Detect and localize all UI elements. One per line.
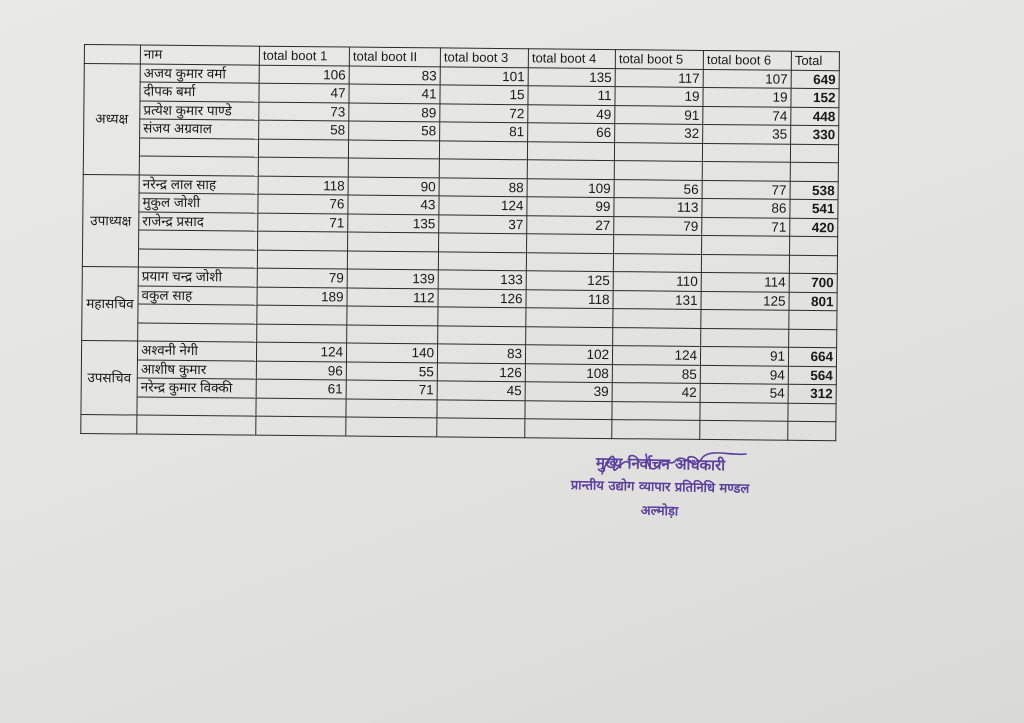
candidate-name xyxy=(139,156,258,176)
boot3-count xyxy=(438,307,526,326)
boot6-count xyxy=(701,328,789,347)
boot1-count xyxy=(257,250,347,269)
boot3-count xyxy=(438,325,526,344)
candidate-name: प्रत्येश कुमार पाण्डे xyxy=(140,101,259,121)
total-count: 312 xyxy=(788,384,836,403)
boot5-count xyxy=(613,253,701,272)
boot5-count: 113 xyxy=(614,198,702,217)
candidate-name: अजय कुमार वर्मा xyxy=(140,64,259,84)
boot2-count xyxy=(348,140,439,159)
boot3-count: 88 xyxy=(439,177,527,196)
boot6-count: 74 xyxy=(703,106,791,125)
post-label: अध्यक्ष xyxy=(83,63,140,175)
boot3-count xyxy=(438,251,526,270)
boot5-count: 32 xyxy=(615,124,703,143)
boot2-count: 55 xyxy=(346,362,437,381)
stamp-organization: प्रान्तीय उद्योग व्यापार प्रतिनिधि मण्डल xyxy=(570,478,750,497)
total-count: 152 xyxy=(791,88,839,107)
boot6-count: 19 xyxy=(703,87,791,106)
total-count: 330 xyxy=(791,125,839,144)
post-header-cell xyxy=(84,45,140,64)
boot1-count: 76 xyxy=(258,194,348,213)
boot1-count: 118 xyxy=(258,176,348,195)
total-count xyxy=(790,162,838,181)
boot4-count: 118 xyxy=(526,289,613,308)
total-count: 700 xyxy=(789,273,837,292)
boot1-count: 124 xyxy=(256,342,346,361)
boot5-count: 91 xyxy=(615,105,703,124)
boot3-count xyxy=(437,418,525,437)
boot2-count xyxy=(346,399,437,418)
boot4-header: total boot 4 xyxy=(528,49,615,68)
boot5-count xyxy=(613,309,701,328)
boot4-count xyxy=(525,400,612,419)
boot1-count: 61 xyxy=(256,379,346,398)
boot2-count xyxy=(347,251,438,270)
boot2-count: 139 xyxy=(347,269,438,288)
boot2-count: 71 xyxy=(346,380,437,399)
candidate-name xyxy=(139,138,258,158)
boot6-count xyxy=(702,143,790,162)
total-count xyxy=(789,255,837,274)
boot6-count xyxy=(702,235,790,254)
boot4-count: 11 xyxy=(528,86,615,105)
candidate-name: मुकुल जोशी xyxy=(139,193,258,213)
boot5-count xyxy=(614,235,702,254)
boot1-count: 96 xyxy=(256,361,346,380)
candidate-name xyxy=(138,323,257,343)
total-header: Total xyxy=(791,51,839,70)
boot4-count xyxy=(527,160,614,179)
boot1-count xyxy=(257,324,347,343)
boot3-count: 101 xyxy=(440,66,528,85)
boot6-count: 71 xyxy=(702,217,790,236)
boot3-count xyxy=(439,140,527,159)
candidate-name xyxy=(138,304,257,324)
boot1-count xyxy=(258,157,348,176)
boot4-count: 27 xyxy=(527,215,614,234)
boot3-count: 72 xyxy=(440,103,528,122)
boot2-count xyxy=(347,306,438,325)
boot6-count: 35 xyxy=(703,124,791,143)
boot4-count xyxy=(525,419,612,438)
candidate-name xyxy=(138,249,257,269)
boot5-count: 19 xyxy=(615,87,703,106)
boot3-count: 83 xyxy=(437,344,525,363)
boot1-count xyxy=(256,416,346,435)
boot6-count xyxy=(701,309,789,328)
boot6-count: 86 xyxy=(702,198,790,217)
boot6-count: 91 xyxy=(700,346,788,365)
boot2-count: 58 xyxy=(349,121,440,140)
candidate-name xyxy=(139,230,258,250)
boot2-count: 90 xyxy=(348,177,439,196)
boot3-count: 124 xyxy=(439,196,527,215)
boot5-count: 110 xyxy=(613,272,701,291)
vote-count-table xyxy=(80,44,840,441)
boot1-count xyxy=(258,231,348,250)
boot2-count xyxy=(346,417,437,436)
boot6-header: total boot 6 xyxy=(703,50,791,69)
candidate-name: संजय अग्रवाल xyxy=(140,119,259,139)
boot3-count: 81 xyxy=(440,122,528,141)
boot1-count: 73 xyxy=(259,102,349,121)
boot1-count xyxy=(258,139,348,158)
boot6-count: 125 xyxy=(701,291,789,310)
total-count: 664 xyxy=(788,347,836,366)
boot3-header: total boot 3 xyxy=(440,48,528,67)
boot6-count xyxy=(700,420,788,439)
boot2-count: 135 xyxy=(348,214,439,233)
boot6-count xyxy=(701,254,789,273)
boot4-count: 49 xyxy=(528,104,615,123)
boot5-count xyxy=(613,327,701,346)
total-count xyxy=(788,403,836,422)
table-body xyxy=(81,63,840,440)
boot4-count: 99 xyxy=(527,197,614,216)
total-count xyxy=(790,236,838,255)
boot1-count xyxy=(256,398,346,417)
boot6-count xyxy=(700,402,788,421)
candidate-name: वकुल साह xyxy=(138,286,257,306)
candidate-name xyxy=(137,397,256,417)
boot2-count xyxy=(348,232,439,251)
candidate-name: आशीष कुमार xyxy=(137,360,256,380)
candidate-name: अश्वनी नेगी xyxy=(137,341,256,361)
boot6-count: 94 xyxy=(700,365,788,384)
boot4-count: 135 xyxy=(528,67,615,86)
stamp-title: मुख्य निर्वाचन अधिकारी xyxy=(595,453,726,475)
boot5-count xyxy=(614,142,702,161)
boot5-count xyxy=(614,161,702,180)
total-count xyxy=(790,144,838,163)
boot5-header: total boot 5 xyxy=(615,50,703,69)
boot2-count: 89 xyxy=(349,103,440,122)
boot3-count xyxy=(439,159,527,178)
boot2-count xyxy=(347,325,438,344)
boot5-count: 117 xyxy=(615,68,703,87)
boot3-count xyxy=(437,399,525,418)
boot3-count: 15 xyxy=(440,85,528,104)
total-count: 801 xyxy=(789,292,837,311)
candidate-name xyxy=(137,415,256,435)
total-count: 448 xyxy=(791,107,839,126)
candidate-name: नरेन्द्र लाल साह xyxy=(139,175,258,195)
boot3-count xyxy=(439,233,527,252)
boot2-count: 83 xyxy=(349,66,440,85)
boot6-count: 54 xyxy=(700,383,788,402)
boot2-count: 41 xyxy=(349,84,440,103)
total-count xyxy=(789,329,837,348)
boot4-count xyxy=(527,234,614,253)
boot4-count xyxy=(526,326,613,345)
total-count: 649 xyxy=(791,70,839,89)
boot2-count: 43 xyxy=(348,195,439,214)
boot5-count xyxy=(612,401,700,420)
total-count xyxy=(788,421,836,440)
boot5-count: 42 xyxy=(612,383,700,402)
total-count: 564 xyxy=(788,366,836,385)
boot2-header: total boot II xyxy=(349,47,440,66)
name-header: नाम xyxy=(140,45,259,65)
boot1-count: 106 xyxy=(259,65,349,84)
boot1-count xyxy=(257,305,347,324)
post-label: उपाध्यक्ष xyxy=(82,174,139,267)
post-label: महासचिव xyxy=(82,266,139,341)
boot1-count: 79 xyxy=(257,268,347,287)
boot5-count: 124 xyxy=(612,346,700,365)
total-count: 541 xyxy=(790,199,838,218)
total-count xyxy=(789,310,837,329)
boot4-count: 66 xyxy=(528,123,615,142)
boot1-count: 71 xyxy=(258,213,348,232)
post-label: उपसचिव xyxy=(81,340,138,415)
boot4-count: 39 xyxy=(525,382,612,401)
boot2-count: 112 xyxy=(347,288,438,307)
boot6-count xyxy=(702,161,790,180)
results-sheet xyxy=(80,44,840,441)
boot4-count xyxy=(526,308,613,327)
boot5-count: 79 xyxy=(614,216,702,235)
boot4-count: 125 xyxy=(526,271,613,290)
boot1-count: 47 xyxy=(259,83,349,102)
boot3-count: 45 xyxy=(437,381,525,400)
boot3-count: 133 xyxy=(438,270,526,289)
boot4-count: 109 xyxy=(527,178,614,197)
boot5-count: 56 xyxy=(614,179,702,198)
boot2-count xyxy=(348,158,439,177)
boot4-count: 108 xyxy=(525,363,612,382)
boot5-count xyxy=(612,420,700,439)
boot6-count: 77 xyxy=(702,180,790,199)
candidate-name: प्रयाग चन्द्र जोशी xyxy=(138,267,257,287)
boot6-count: 114 xyxy=(701,272,789,291)
boot4-count: 102 xyxy=(525,345,612,364)
boot5-count: 131 xyxy=(613,290,701,309)
official-stamp xyxy=(544,450,775,527)
candidate-name: दीपक बर्मा xyxy=(140,82,259,102)
boot6-count: 107 xyxy=(703,69,791,88)
candidate-name: नरेन्द्र कुमार विक्की xyxy=(137,378,256,398)
stamp-place: अल्मोड़ा xyxy=(640,503,679,520)
boot1-count: 189 xyxy=(257,287,347,306)
boot4-count xyxy=(527,141,614,160)
total-count: 420 xyxy=(790,218,838,237)
boot1-count: 58 xyxy=(259,120,349,139)
boot1-header: total boot 1 xyxy=(259,46,349,65)
candidate-name: राजेन्द्र प्रसाद xyxy=(139,212,258,232)
post-cell xyxy=(81,414,137,433)
boot3-count: 126 xyxy=(437,362,525,381)
total-count: 538 xyxy=(790,181,838,200)
boot3-count: 126 xyxy=(438,288,526,307)
boot3-count: 37 xyxy=(439,214,527,233)
boot2-count: 140 xyxy=(346,343,437,362)
boot4-count xyxy=(526,252,613,271)
boot5-count: 85 xyxy=(612,364,700,383)
